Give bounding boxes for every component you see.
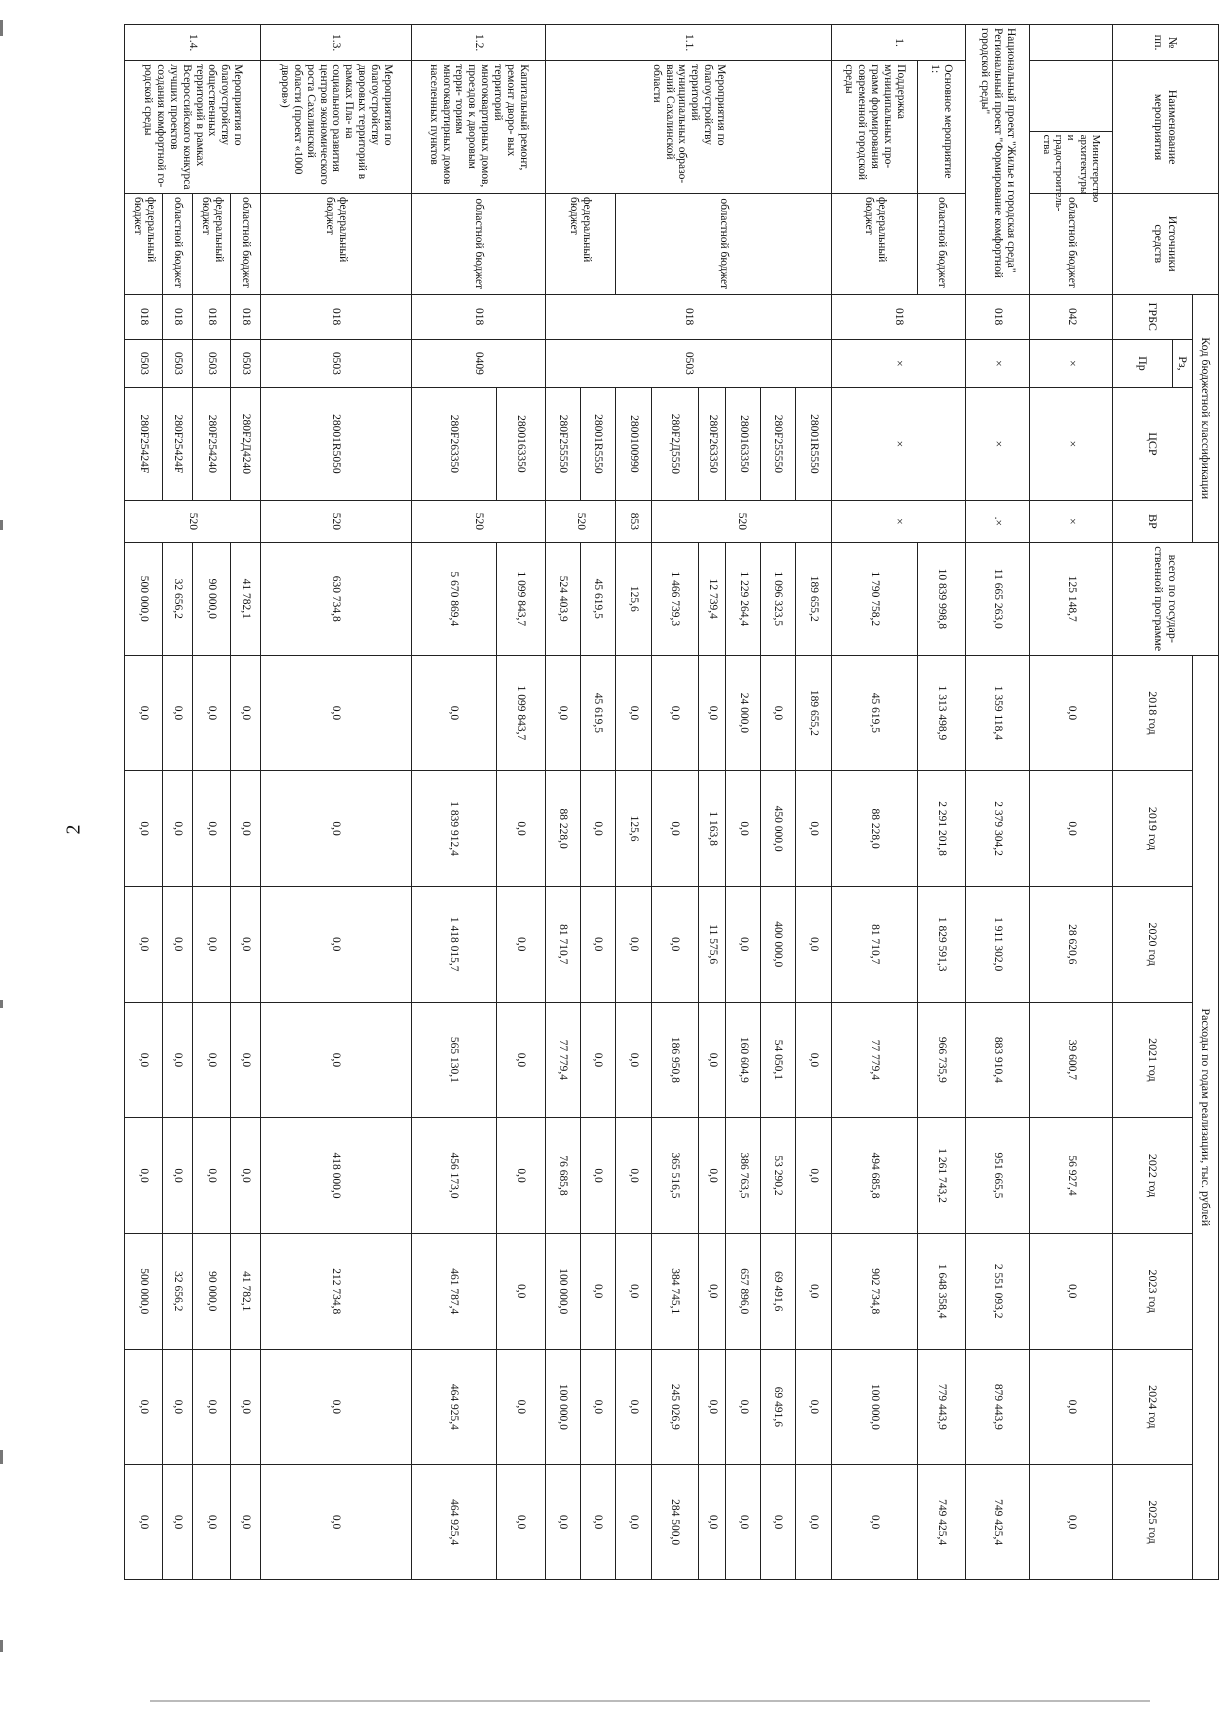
m11-l7-y2018: 0,0 [546, 655, 581, 771]
m11-l3-y2020: 11 575,6 [698, 886, 725, 1002]
m11-l7-y2025: 0,0 [546, 1465, 581, 1580]
national-y2023: 2 551 093,2 [965, 1233, 1030, 1349]
header-year-2021: 2021 год [1113, 1002, 1193, 1118]
main1-source-regional: областной бюджет [918, 193, 965, 294]
m12-rzpr: 0409 [411, 339, 545, 387]
national-y2024: 879 443,9 [965, 1349, 1030, 1465]
m14-l0-y2019: 0,0 [231, 771, 261, 887]
m13-total: 630 734,8 [261, 542, 411, 655]
header-year-2022: 2022 год [1113, 1118, 1193, 1234]
table-row [832, 25, 918, 1580]
header-grbs: ГРБС [1113, 294, 1193, 339]
m11-l4-y2018: 0,0 [651, 655, 698, 771]
m11-num: 1.1. [546, 25, 832, 61]
m14-l2-y2019: 0,0 [163, 771, 193, 887]
m11-source-regional: областной бюджет [615, 193, 831, 294]
ministry-source: областной бюджет [1030, 193, 1113, 294]
ministry-csr: × [1030, 388, 1113, 501]
m11-l1-y2023: 69 491,6 [761, 1233, 796, 1349]
national-vr: .× [965, 500, 1030, 542]
m11-l7-y2021: 77 779,4 [546, 1002, 581, 1118]
header-code-group: Код бюджетной классификации [1193, 294, 1219, 542]
m13-y2023: 212 734,8 [261, 1233, 411, 1349]
table-row [231, 25, 261, 1580]
m14-l2-total: 32 656,2 [163, 542, 193, 655]
m11-l4-y2024: 245 026,9 [651, 1349, 698, 1465]
m14-l3-y2025: 0,0 [125, 1465, 163, 1580]
m11-l3-total: 12 739,4 [698, 542, 725, 655]
m14-l1-y2022: 0,0 [193, 1118, 231, 1234]
m12-l1-y2019: 1 839 912,4 [411, 771, 496, 887]
m12-l0-y2024: 0,0 [497, 1349, 546, 1465]
m11-l5-total: 125,6 [615, 542, 651, 655]
main1-r1-y2018: 1 313 498,9 [918, 655, 965, 771]
national-y2020: 1 911 302,0 [965, 886, 1030, 1002]
table-row [795, 25, 831, 1580]
m14-l0-source: областной бюджет [231, 193, 261, 294]
m12-l1-y2020: 1 418 015,7 [411, 886, 496, 1002]
m11-l2-y2025: 0,0 [726, 1465, 761, 1580]
m11-l0-y2025: 0,0 [795, 1465, 831, 1580]
table-row [965, 25, 1030, 1580]
m14-l3-y2023: 500 000,0 [125, 1233, 163, 1349]
m12-l0-total: 1 099 843,7 [497, 542, 546, 655]
national-project-name: Национальный проект "Жилье и городская среда" Региональный проект "Формирование комфортной городской среды" [965, 25, 1030, 295]
header-year-2019: 2019 год [1113, 771, 1193, 887]
m11-l0-total: 189 655,2 [795, 542, 831, 655]
m11-l5-y2023: 0,0 [615, 1233, 651, 1349]
m12-l1-y2021: 565 130,1 [411, 1002, 496, 1118]
m11-l6-y2020: 0,0 [580, 886, 615, 1002]
header-year-2023: 2023 год [1113, 1233, 1193, 1349]
m11-l5-csr: 2800100990 [615, 388, 651, 501]
m14-l0-y2018: 0,0 [231, 655, 261, 771]
m11-l2-y2019: 0,0 [726, 771, 761, 887]
m11-l0-y2019: 0,0 [795, 771, 831, 887]
m13-name: Мероприятия по благоустройству дворовых территорий в рамках Пла- на социального развития центров экономического роста Сахалинской области (проект «1000 дворов») [261, 61, 411, 194]
table-row [261, 25, 411, 1580]
m14-l1-rzpr: 0503 [193, 339, 231, 387]
m13-y2024: 0,0 [261, 1349, 411, 1465]
m14-l1-total: 90 000,0 [193, 542, 231, 655]
m11-l4-y2021: 186 950,8 [651, 1002, 698, 1118]
main1-title: Основное мероприятие 1: [918, 61, 965, 194]
main1-r1-y2025: 749 425,4 [918, 1465, 965, 1580]
m14-l1-y2021: 0,0 [193, 1002, 231, 1118]
m14-l0-y2022: 0,0 [231, 1118, 261, 1234]
m11-l6-y2021: 0,0 [580, 1002, 615, 1118]
national-y2021: 883 910,4 [965, 1002, 1030, 1118]
header-source: Источники средств [1113, 193, 1219, 294]
ministry-vr: × [1030, 500, 1113, 542]
m11-l2-y2023: 657 896,0 [726, 1233, 761, 1349]
main1-r1-total: 10 839 998,8 [918, 542, 965, 655]
m12-l1-y2023: 461 787,4 [411, 1233, 496, 1349]
national-y2018: 1 359 118,4 [965, 655, 1030, 771]
main1-r2-y2019: 88 228,0 [832, 771, 918, 887]
m11-l1-csr: 280F255550 [761, 388, 796, 501]
m12-grbs: 018 [411, 294, 545, 339]
main1-rzpr: × [832, 339, 966, 387]
m12-name: Капитальный ремонт, ремонт дворо- вых территорий многоквартирных домов, проездов к дворовым терри- ториям многоквартирных домов населенных пунктов [411, 61, 545, 194]
table-row [918, 25, 965, 1580]
m13-y2025: 0,0 [261, 1465, 411, 1580]
m11-l4-y2019: 0,0 [651, 771, 698, 887]
m11-l0-y2023: 0,0 [795, 1233, 831, 1349]
table-row [497, 25, 546, 1580]
m14-l0-rzpr: 0503 [231, 339, 261, 387]
page-number: 2 [62, 824, 85, 835]
m11-l6-y2019: 0,0 [580, 771, 615, 887]
m12-vr: 520 [411, 500, 545, 542]
m11-l2-y2022: 386 763,5 [726, 1118, 761, 1234]
m12-l0-y2022: 0,0 [497, 1118, 546, 1234]
m13-vr: 520 [261, 500, 411, 542]
m11-l6-total: 45 619,5 [580, 542, 615, 655]
m14-l3-grbs: 018 [125, 294, 163, 339]
m11-l3-y2018: 0,0 [698, 655, 725, 771]
m11-vr-520-a: 520 [651, 500, 831, 542]
main1-r1-y2020: 1 829 591,3 [918, 886, 965, 1002]
m12-l1-total: 5 670 869,4 [411, 542, 496, 655]
m11-l0-y2018: 189 655,2 [795, 655, 831, 771]
national-y2022: 951 665,5 [965, 1118, 1030, 1234]
m11-l3-y2019: 1 163,8 [698, 771, 725, 887]
ministry-y2018: 0,0 [1030, 655, 1113, 771]
ministry-y2023: 0,0 [1030, 1233, 1113, 1349]
m14-l2-y2018: 0,0 [163, 655, 193, 771]
m12-l1-y2018: 0,0 [411, 655, 496, 771]
m11-l0-csr: 28001R5550 [795, 388, 831, 501]
m14-l2-y2024: 0,0 [163, 1349, 193, 1465]
national-y2019: 2 379 304,2 [965, 771, 1030, 887]
m11-l1-y2018: 0,0 [761, 655, 796, 771]
ministry-name-blank [1030, 61, 1113, 131]
m13-rzpr: 0503 [261, 339, 411, 387]
m11-l4-y2023: 384 745,1 [651, 1233, 698, 1349]
m14-l2-y2023: 32 656,2 [163, 1233, 193, 1349]
main1-r1-y2023: 1 648 358,4 [918, 1233, 965, 1349]
budget-table [124, 24, 1219, 1580]
m14-l2-y2021: 0,0 [163, 1002, 193, 1118]
main1-r2-y2021: 77 779,4 [832, 1002, 918, 1118]
m13-grbs: 018 [261, 294, 411, 339]
m11-l1-y2022: 53 290,2 [761, 1118, 796, 1234]
m11-l7-total: 524 403,9 [546, 542, 581, 655]
table-row [193, 25, 231, 1580]
main1-source-federal: федеральный бюджет [832, 193, 918, 294]
main1-r2-y2018: 45 619,5 [832, 655, 918, 771]
m11-l1-total: 1 096 323,5 [761, 542, 796, 655]
m14-l3-y2020: 0,0 [125, 886, 163, 1002]
m11-l7-y2024: 100 000,0 [546, 1349, 581, 1465]
ministry-y2019: 0,0 [1030, 771, 1113, 887]
m11-l2-y2020: 0,0 [726, 886, 761, 1002]
table-row [1030, 25, 1113, 1580]
ministry-y2022: 56 927,4 [1030, 1118, 1113, 1234]
m13-csr: 28001R5050 [261, 388, 411, 501]
m11-l5-y2021: 0,0 [615, 1002, 651, 1118]
m14-l3-source: федеральный бюджет [125, 193, 163, 294]
header-total: всего по государ- ственной программе [1113, 542, 1219, 655]
m12-l1-y2025: 464 925,4 [411, 1465, 496, 1580]
m12-l1-csr: 280F263350 [411, 388, 496, 501]
m11-l6-csr: 28001R5550 [580, 388, 615, 501]
main1-r1-y2022: 1 261 743,2 [918, 1118, 965, 1234]
m11-l4-csr: 280F2Д5550 [651, 388, 698, 501]
m12-l0-y2018: 1 099 843,7 [497, 655, 546, 771]
header-vr: ВР [1113, 500, 1193, 542]
header-csr: ЦСР [1113, 388, 1193, 501]
main1-name: Поддержка муниципальных про- грамм формирования современной городской среды [832, 61, 918, 194]
header-year-2018: 2018 год [1113, 655, 1193, 771]
m14-l1-y2020: 0,0 [193, 886, 231, 1002]
m14-l2-y2022: 0,0 [163, 1118, 193, 1234]
m12-num: 1.2. [411, 25, 545, 61]
table-row [125, 25, 163, 1580]
main1-r2-y2022: 494 685,8 [832, 1118, 918, 1234]
m11-source-federal: федеральный бюджет [546, 193, 616, 294]
m11-l3-y2023: 0,0 [698, 1233, 725, 1349]
m14-l2-source: областной бюджет [163, 193, 193, 294]
m12-source: областной бюджет [411, 193, 545, 294]
scan-bottom-rule [150, 1700, 1150, 1702]
m11-vr-520-b: 520 [546, 500, 616, 542]
ministry-y2025: 0,0 [1030, 1465, 1113, 1580]
m11-l7-y2022: 76 685,8 [546, 1118, 581, 1234]
main1-r2-y2023: 902 734,8 [832, 1233, 918, 1349]
m13-source: федеральный бюджет [261, 193, 411, 294]
m11-l7-csr: 280F255550 [546, 388, 581, 501]
m14-vr: 520 [125, 500, 261, 542]
m14-l1-grbs: 018 [193, 294, 231, 339]
main1-r1-y2019: 2 291 201,8 [918, 771, 965, 887]
m12-l1-y2022: 456 173,0 [411, 1118, 496, 1234]
m14-l0-y2023: 41 782,1 [231, 1233, 261, 1349]
m11-l1-y2024: 69 491,6 [761, 1349, 796, 1465]
m11-grbs: 018 [546, 294, 832, 339]
m14-l2-y2020: 0,0 [163, 886, 193, 1002]
m11-l0-y2020: 0,0 [795, 886, 831, 1002]
m11-l1-y2021: 54 050,1 [761, 1002, 796, 1118]
m11-l1-y2025: 0,0 [761, 1465, 796, 1580]
m14-l2-grbs: 018 [163, 294, 193, 339]
ministry-grbs: 042 [1030, 294, 1113, 339]
m14-num: 1.4. [125, 25, 261, 61]
rotated-table-stage [124, 24, 1219, 1580]
main1-r1-y2024: 779 443,9 [918, 1349, 965, 1465]
m11-l7-y2019: 88 228,0 [546, 771, 581, 887]
m12-l0-y2023: 0,0 [497, 1233, 546, 1349]
main1-r2-y2020: 81 710,7 [832, 886, 918, 1002]
header-name: Наименование мероприятия [1113, 61, 1219, 194]
m14-l3-y2018: 0,0 [125, 655, 163, 771]
ministry-y2020: 28 620,6 [1030, 886, 1113, 1002]
m13-y2019: 0,0 [261, 771, 411, 887]
table-row [580, 25, 615, 1580]
m11-l1-y2019: 450 000,0 [761, 771, 796, 887]
m11-l6-y2022: 0,0 [580, 1118, 615, 1234]
m11-l3-y2021: 0,0 [698, 1002, 725, 1118]
m11-l6-y2024: 0,0 [580, 1349, 615, 1465]
m14-l3-rzpr: 0503 [125, 339, 163, 387]
m11-rzpr: 0503 [546, 339, 832, 387]
national-total: 11 665 263,0 [965, 542, 1030, 655]
m11-l3-y2025: 0,0 [698, 1465, 725, 1580]
header-rz: Рз, [1173, 339, 1193, 387]
m13-num: 1.3. [261, 25, 411, 61]
m11-l2-csr: 2800163350 [726, 388, 761, 501]
main1-r1-y2021: 966 735,9 [918, 1002, 965, 1118]
national-grbs: 018 [965, 294, 1030, 339]
m11-l5-y2019: 125,6 [615, 771, 651, 887]
m14-l0-y2021: 0,0 [231, 1002, 261, 1118]
m14-l3-y2022: 0,0 [125, 1118, 163, 1234]
main1-r2-y2024: 100 000,0 [832, 1349, 918, 1465]
m14-l0-grbs: 018 [231, 294, 261, 339]
main1-r2-y2025: 0,0 [832, 1465, 918, 1580]
m11-l1-y2020: 400 000,0 [761, 886, 796, 1002]
m11-l4-y2020: 0,0 [651, 886, 698, 1002]
m11-l2-y2021: 160 604,9 [726, 1002, 761, 1118]
m11-l5-y2022: 0,0 [615, 1118, 651, 1234]
m14-l0-csr: 280F2Д4240 [231, 388, 261, 501]
m14-l1-source: федеральный бюджет [193, 193, 231, 294]
m11-l7-y2020: 81 710,7 [546, 886, 581, 1002]
m14-l3-csr: 280F25424F [125, 388, 163, 501]
m14-l3-y2019: 0,0 [125, 771, 163, 887]
national-csr: × [965, 388, 1030, 501]
m11-l3-y2022: 0,0 [698, 1118, 725, 1234]
m11-l5-y2018: 0,0 [615, 655, 651, 771]
national-rzpr: × [965, 339, 1030, 387]
main1-num: 1. [832, 25, 966, 61]
m14-l0-y2025: 0,0 [231, 1465, 261, 1580]
ministry-name: Министерство архитектуры и градостроитель- ства [1030, 131, 1113, 193]
national-y2025: 749 425,4 [965, 1465, 1030, 1580]
main1-csr: × [832, 388, 966, 501]
m14-l1-csr: 280F254240 [193, 388, 231, 501]
header-year-2020: 2020 год [1113, 886, 1193, 1002]
ministry-y2024: 0,0 [1030, 1349, 1113, 1465]
m14-l1-y2019: 0,0 [193, 771, 231, 887]
scan-edge-marks [0, 0, 4, 1712]
m14-l1-y2024: 0,0 [193, 1349, 231, 1465]
table-row [163, 25, 193, 1580]
m11-l7-y2023: 100 000,0 [546, 1233, 581, 1349]
ministry-num [1030, 25, 1113, 61]
main1-r2-total: 1 790 758,2 [832, 542, 918, 655]
m11-l0-y2024: 0,0 [795, 1349, 831, 1465]
main1-grbs: 018 [832, 294, 966, 339]
m11-l6-y2023: 0,0 [580, 1233, 615, 1349]
m14-l1-y2018: 0,0 [193, 655, 231, 771]
header-num: № пп. [1113, 25, 1219, 61]
m12-l0-csr: 2800163350 [497, 388, 546, 501]
m14-l1-y2023: 90 000,0 [193, 1233, 231, 1349]
header-year-2024: 2024 год [1113, 1349, 1193, 1465]
m14-l0-y2024: 0,0 [231, 1349, 261, 1465]
m11-vr-853: 853 [615, 500, 651, 542]
ministry-rzpr: × [1030, 339, 1113, 387]
m12-l0-y2025: 0,0 [497, 1465, 546, 1580]
m11-l2-y2024: 0,0 [726, 1349, 761, 1465]
m14-l0-y2020: 0,0 [231, 886, 261, 1002]
m13-y2018: 0,0 [261, 655, 411, 771]
m14-name: Мероприятия по благоустройству общественных территорий в рамках Всероссийского конкурса лучших проектов создания комфортной го- родской среды [125, 61, 261, 194]
m13-y2022: 418 000,0 [261, 1118, 411, 1234]
m11-l6-y2018: 45 619,5 [580, 655, 615, 771]
m14-l3-y2024: 0,0 [125, 1349, 163, 1465]
m11-l5-y2024: 0,0 [615, 1349, 651, 1465]
m13-y2020: 0,0 [261, 886, 411, 1002]
m14-l2-y2025: 0,0 [163, 1465, 193, 1580]
m14-l3-total: 500 000,0 [125, 542, 163, 655]
m12-l0-y2019: 0,0 [497, 771, 546, 887]
m12-l0-y2020: 0,0 [497, 886, 546, 1002]
m12-l0-y2021: 0,0 [497, 1002, 546, 1118]
m14-l3-y2021: 0,0 [125, 1002, 163, 1118]
header-expenses-group: Расходы по годам реализации, тыс. рублей [1193, 655, 1219, 1579]
m12-l1-y2024: 464 925,4 [411, 1349, 496, 1465]
m14-l2-rzpr: 0503 [163, 339, 193, 387]
m13-y2021: 0,0 [261, 1002, 411, 1118]
ministry-total: 125 148,7 [1030, 542, 1113, 655]
m11-l5-y2025: 0,0 [615, 1465, 651, 1580]
main1-vr: × [832, 500, 966, 542]
m11-l2-total: 1 229 264,4 [726, 542, 761, 655]
header-year-2025: 2025 год [1113, 1465, 1193, 1580]
m11-l4-y2025: 284 500,0 [651, 1465, 698, 1580]
m11-name: Мероприятия по благоустройству территорий муниципальных образо- ваний Сахалинской области [546, 61, 832, 194]
ministry-y2021: 39 600,7 [1030, 1002, 1113, 1118]
m11-l3-y2024: 0,0 [698, 1349, 725, 1465]
header-pr: Пр [1113, 339, 1173, 387]
m11-l0-y2021: 0,0 [795, 1002, 831, 1118]
m11-l0-y2022: 0,0 [795, 1118, 831, 1234]
m11-l3-csr: 280F263350 [698, 388, 725, 501]
m11-l4-total: 1 466 739,3 [651, 542, 698, 655]
m11-l5-y2020: 0,0 [615, 886, 651, 1002]
m11-l4-y2022: 365 516,5 [651, 1118, 698, 1234]
m11-l6-y2025: 0,0 [580, 1465, 615, 1580]
m14-l1-y2025: 0,0 [193, 1465, 231, 1580]
m11-l2-y2018: 24 000,0 [726, 655, 761, 771]
m14-l2-csr: 280F25424F [163, 388, 193, 501]
m14-l0-total: 41 782,1 [231, 542, 261, 655]
